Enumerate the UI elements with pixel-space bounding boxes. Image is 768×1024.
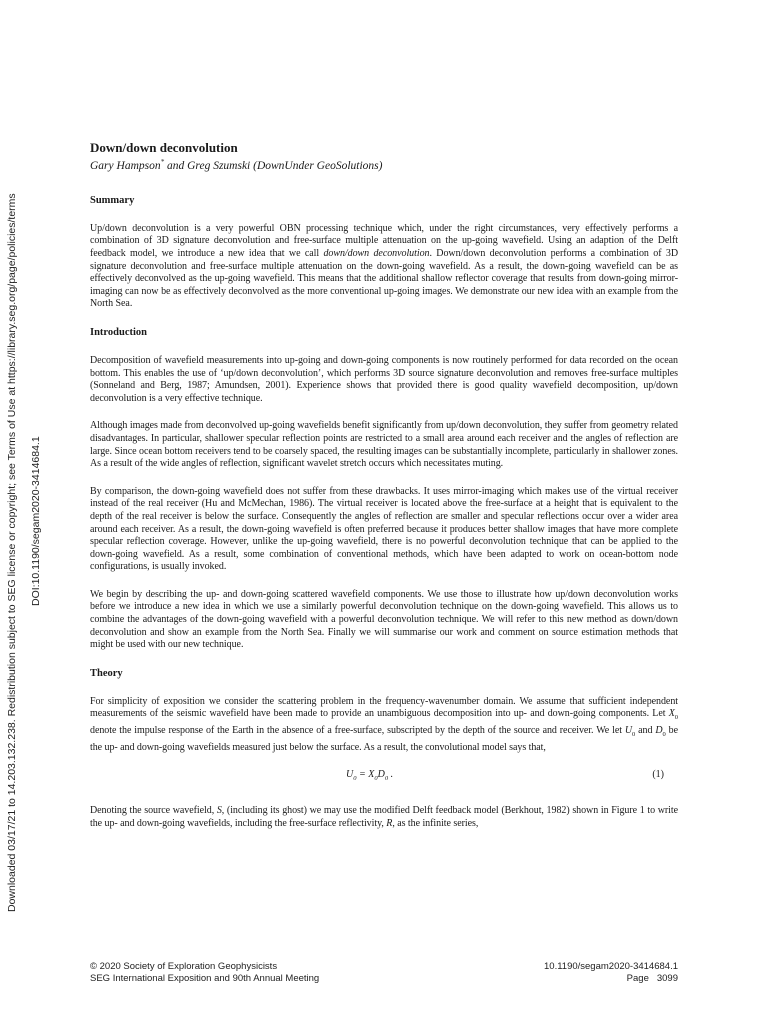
introduction-heading: Introduction — [90, 326, 147, 338]
theory-heading: Theory — [90, 667, 123, 679]
equation-number: (1) — [652, 769, 664, 781]
page-number: 3099 — [656, 973, 678, 984]
author-rest: and Greg Szumski (DownUnder GeoSolutions) — [164, 159, 383, 172]
paper-body — [90, 140, 678, 845]
intro-paragraph-3: By comparison, the down-going wavefield does not suffer from these drawbacks. It uses mirror-imaging which makes use of the virtual receiver instead of the real receiver (Hu and McMechan, 1986). The virtual receiver is located above the free-surface at a height that is equivalent to the depth of the real receiver is below the surface. Consequently the angles of reflection are smaller and specular reflections occur over a wider area around each receiver. As a result, the down-going wavefield is often preferred because it produces better shallow images that have more complete specular reflection coverage. However, unlike the up-going wavefield, there is no powerful deconvolution technique that can be applied to the down-going wavefield. As a result, some combination of conventional methods, which have been adapted to work on ocean-bottom node configurations, is usually invoked. — [90, 485, 678, 573]
equation-1 — [90, 769, 678, 785]
paper-title: Down/down deconvolution — [90, 140, 238, 155]
theory-paragraph-1: For simplicity of exposition we consider the scattering problem in the frequency-wavenumber domain. We assume that sufficient independent measurements of the seismic wavefield have been made to provide an unambiguous decomposition into up- and down-going components. Let $X_0$ denote the impulse response of the Earth in the absence of a free-surface, subscripted by the depth of the source and receiver. We let $U_0$ and $D_0$ be the up- and down-going wavefields measured just below the surface. As a result, the convolutional model says that, — [90, 695, 678, 753]
summary-paragraph: Up/down deconvolution is a very powerful OBN processing technique which, under the right circumstances, very effectively performs a combination of 3D signature deconvolution and free-surface multiple attenuation on the up-going wavefield. Using an adaption of the Delft feedback model, we introduce a new idea that we call down/down deconvolution. Down/down deconvolution performs a combination of 3D signature deconvolution and free-surface multiple attenuation on the down-going wavefield. As a result, the down-going wavefield can be as effectively deconvolved as the up-going wavefield. This means that the additional shallow reflector coverage that results from down-going mirror-imaging can now be as effectively deconvolved as the more conventional up-going images. We demonstrate our new idea with an example from the North Sea. — [90, 222, 678, 310]
footer-meeting: SEG International Exposition and 90th Annual Meeting — [90, 973, 320, 984]
summary-heading: Summary — [90, 194, 135, 206]
author-line — [90, 155, 678, 174]
equation-expression: $U_0 = X_0D_0$ . — [346, 769, 394, 783]
footer-doi: 10.1190/segam2020-3414684.1 — [544, 961, 678, 972]
page-label: Page — [626, 973, 649, 984]
footer-page — [627, 973, 678, 985]
intro-paragraph-4: We begin by describing the up- and down-going scattered wavefield components. We use those to illustrate how up/down deconvolution works before we introduce a new idea in which we use a similarly powerful deconvolution technique on the down-going wavefield. This allows us to combine the advantages of the down-going wavefield with a powerful deconvolution technique. We will refer to this new method as down/down deconvolution and show an example from the North Sea. Finally we will summarise our work and comment on source estimation methods that might be used with our new technique. — [90, 588, 678, 651]
download-notice-text: Downloaded 03/17/21 to 14.203.132.238. Redistribution subject to SEG license or copyright; see Terms of Use at https://library.seg.org/page/policies/terms — [6, 193, 18, 912]
intro-paragraph-2: Although images made from deconvolved up-going wavefields benefit significantly from up/down deconvolution, they suffer from geometry related disadvantages. In particular, shallower specular reflection points are restricted to a small area around each receiver and the angles of reflection are large. Since ocean bottom receivers tend to be coarsely spaced, the resulting images can be substantially incomplete, particularly in shallower zones. As a result of the wide angles of reflection, significant wavelet stretch occurs which necessitates muting. — [90, 420, 678, 470]
corresponding-author-mark: * — [160, 158, 165, 166]
doi-sidebar-text: DOI:10.1190/segam2020-3414684.1 — [30, 436, 42, 606]
theory-paragraph-2: Denoting the source wavefield, S, (including its ghost) we may use the modified Delft feedback model (Berkhout, 1982) shown in Figure 1 to write the up- and down-going wavefields, including the free-surface reflectivity, R, as the infinite series, — [90, 805, 678, 829]
footer-copyright: © 2020 Society of Exploration Geophysicists — [90, 961, 278, 972]
page-footer — [90, 961, 678, 985]
author-1: Gary Hampson — [90, 159, 161, 172]
download-notice-sidebar — [0, 0, 46, 1024]
intro-paragraph-1: Decomposition of wavefield measurements into up-going and down-going components is now routinely performed for data recorded on the ocean bottom. This enables the use of ‘up/down deconvolution’, which performs 3D source signature deconvolution and removes free-surface multiples (Sonneland and Berg, 1987; Amundsen, 2001). Experience shows that provided there is good quality wavefield decomposition, up/down deconvolution is a very effective technique. — [90, 354, 678, 404]
